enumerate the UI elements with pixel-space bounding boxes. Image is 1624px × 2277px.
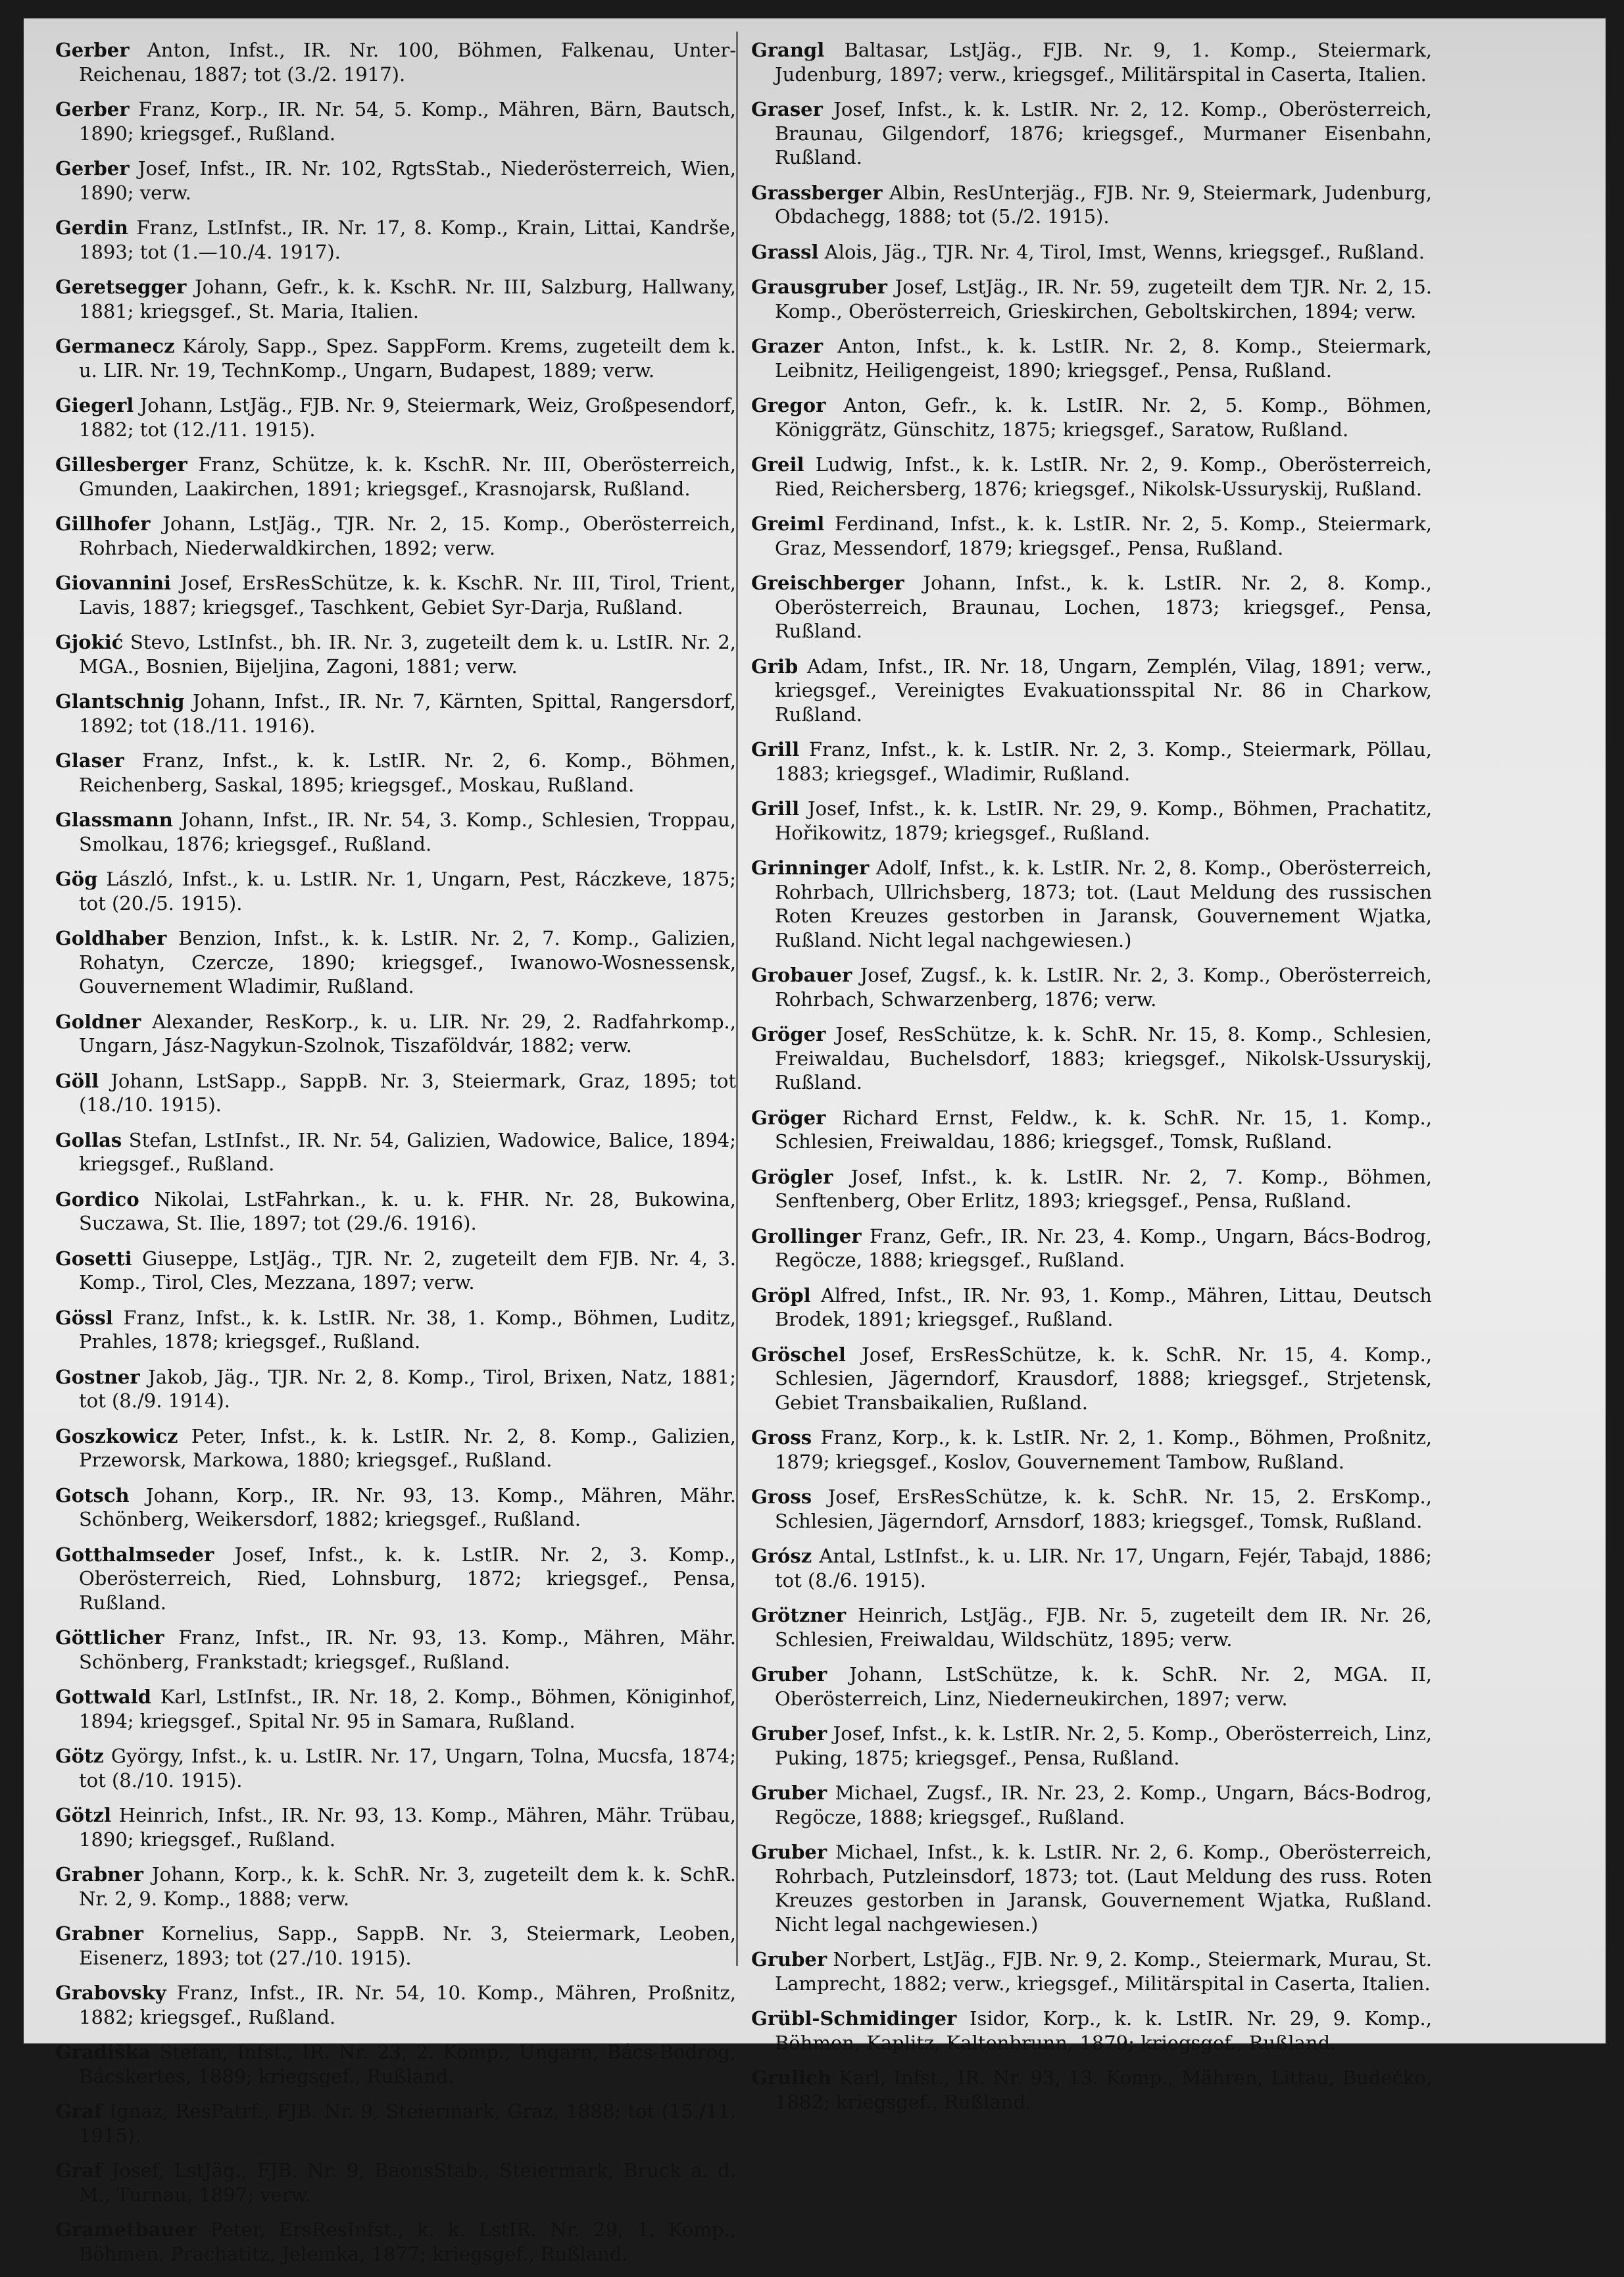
entry-surname: Gerber bbox=[55, 98, 130, 120]
entry-surname: Graser bbox=[751, 98, 823, 120]
entry-details: György, Infst., k. u. LstIR. Nr. 17, Ungarn, Tolna, Mucsfa, 1874; tot (8./10. 1915). bbox=[79, 1745, 736, 1791]
entry-surname: Geretsegger bbox=[55, 276, 187, 298]
entry-details: Josef, Infst., k. k. LstIR. Nr. 2, 3. Komp., Oberösterreich, Ried, Lohnsburg, 1872; kriegsgef., Pensa, Rußland. bbox=[79, 1543, 736, 1614]
entry-details: Benzion, Infst., k. k. LstIR. Nr. 2, 7. Komp., Galizien, Rohatyn, Czercze, 1890; kriegsgef., Iwanowo-Wosnessensk, Gouvernement Wladimir, Rußland. bbox=[79, 927, 736, 997]
entry-details: Johann, Infst., IR. Nr. 7, Kärnten, Spittal, Rangersdorf, 1892; tot (18./11. 1916). bbox=[79, 690, 736, 737]
entry-details: Josef, Infst., IR. Nr. 102, RgtsStab., Niederösterreich, Wien, 1890; verw. bbox=[79, 157, 736, 204]
entry-surname: Glantschnig bbox=[55, 690, 185, 713]
list-entry bbox=[751, 1224, 1432, 1272]
list-entry bbox=[751, 1343, 1432, 1415]
entry-surname: Germanecz bbox=[55, 335, 175, 357]
entry-surname: Gössl bbox=[55, 1306, 113, 1329]
list-entry bbox=[751, 655, 1432, 727]
list-entry bbox=[751, 797, 1432, 845]
list-entry bbox=[55, 1543, 736, 1615]
entry-details: Peter, ErsResInfst., k. k. LstIR. Nr. 29, 1. Komp., Böhmen, Prachatitz, Jelemka, 1877; kriegsgef., Rußland. bbox=[79, 2218, 736, 2265]
list-entry bbox=[751, 1840, 1432, 1936]
entry-details: Norbert, LstJäg., FJB. Nr. 9, 2. Komp., Steiermark, Murau, St. Lamprecht, 1882; verw., kriegsgef., Militärspital in Caserta, Italien. bbox=[775, 1948, 1432, 1995]
entry-surname: Gross bbox=[751, 1486, 812, 1508]
list-entry bbox=[55, 216, 736, 264]
list-entry bbox=[55, 808, 736, 856]
entry-details: Johann, Infst., k. k. LstIR. Nr. 2, 8. Komp., Oberösterreich, Braunau, Lochen, 1873; kriegsgef., Pensa, Rußland. bbox=[775, 572, 1432, 642]
entry-details: Franz, Korp., k. k. LstIR. Nr. 2, 1. Komp., Böhmen, Proßnitz, 1879; kriegsgef., Koslov, Gouvernement Tambow, Rußland. bbox=[775, 1426, 1432, 1473]
entry-surname: Giovannini bbox=[55, 572, 172, 594]
entry-details: Franz, Korp., IR. Nr. 54, 5. Komp., Mähren, Bärn, Bautsch, 1890; kriegsgef., Rußland. bbox=[79, 98, 736, 145]
entry-surname: Gross bbox=[751, 1426, 812, 1449]
entry-surname: Greil bbox=[751, 453, 804, 476]
entry-surname: Götzl bbox=[55, 1804, 111, 1826]
list-entry bbox=[751, 738, 1432, 786]
entry-surname: Gruber bbox=[751, 1722, 827, 1745]
entry-details: Albin, ResUnterjäg., FJB. Nr. 9, Steiermark, Judenburg, Obdachegg, 1888; tot (5./2. 1915). bbox=[775, 181, 1432, 228]
entry-surname: Grulich bbox=[751, 2066, 831, 2089]
list-entry bbox=[55, 2218, 736, 2266]
entry-details: Anton, Infst., IR. Nr. 100, Böhmen, Falkenau, Unter-Reichenau, 1887; tot (3./2. 1917). bbox=[79, 39, 736, 86]
list-entry bbox=[751, 571, 1432, 643]
entry-details: Josef, LstJäg., FJB. Nr. 9, BaonsStab., Steiermark, Bruck a. d. M., Turnau, 1897; verw. bbox=[79, 2159, 736, 2206]
entry-surname: Gollas bbox=[55, 1128, 122, 1151]
entry-surname: Goszkowicz bbox=[55, 1424, 178, 1447]
entry-details: Franz, Infst., IR. Nr. 93, 13. Komp., Mähren, Mähr. Schönberg, Frankstadt; kriegsgef., Rußland. bbox=[79, 1626, 736, 1673]
entry-details: Franz, Infst., IR. Nr. 54, 10. Komp., Mähren, Proßnitz, 1882; kriegsgef., Rußland. bbox=[79, 1982, 736, 2028]
list-entry bbox=[55, 2040, 736, 2088]
list-entry bbox=[751, 512, 1432, 560]
entry-details: Josef, ErsResSchütze, k. k. SchR. Nr. 15, 2. ErsKomp., Schlesien, Jägerndorf, Arnsdorf, 1883; kriegsgef., Tomsk, Rußland. bbox=[775, 1486, 1432, 1532]
list-entry bbox=[55, 1922, 736, 1970]
list-entry bbox=[751, 1022, 1432, 1095]
list-entry bbox=[751, 275, 1432, 323]
entry-surname: Gosetti bbox=[55, 1247, 132, 1270]
list-entry bbox=[751, 1165, 1432, 1213]
entry-details: Franz, Gefr., IR. Nr. 23, 4. Komp., Ungarn, Bács-Bodrog, Regöcze, 1888; kriegsgef., Rußland. bbox=[775, 1224, 1432, 1271]
entry-surname: Göttlicher bbox=[55, 1626, 164, 1649]
list-entry bbox=[55, 157, 736, 205]
list-entry bbox=[55, 1188, 736, 1236]
entry-surname: Gottwald bbox=[55, 1686, 151, 1708]
list-entry bbox=[55, 1069, 736, 1117]
entry-surname: Grassl bbox=[751, 240, 819, 263]
entry-details: Josef, Infst., k. k. LstIR. Nr. 2, 5. Komp., Oberösterreich, Linz, Puking, 1875; kriegsgef., Pensa, Rußland. bbox=[775, 1722, 1432, 1769]
entry-surname: Gruber bbox=[751, 1663, 827, 1686]
list-entry bbox=[751, 393, 1432, 441]
entry-details: Karl, Infst., IR. Nr. 93, 13. Komp., Mähren, Littau, Budečko, 1882; kriegsgef., Rußland. bbox=[775, 2066, 1432, 2113]
list-entry bbox=[55, 97, 736, 145]
entry-surname: Greiml bbox=[751, 513, 825, 535]
entry-details: Károly, Sapp., Spez. SappForm. Krems, zugeteilt dem k. u. LIR. Nr. 19, TechnKomp., Ungarn, Budapest, 1889; verw. bbox=[79, 335, 736, 382]
list-entry bbox=[751, 334, 1432, 382]
entry-details: Josef, Infst., k. k. LstIR. Nr. 2, 7. Komp., Böhmen, Senftenberg, Ober Erlitz, 1893; kriegsgef., Pensa, Rußland. bbox=[775, 1165, 1432, 1212]
entry-details: Franz, Schütze, k. k. KschR. Nr. III, Oberösterreich, Gmunden, Laakirchen, 1891; kriegsgef., Krasnojarsk, Rußland. bbox=[79, 453, 736, 500]
entry-surname: Graf bbox=[55, 2159, 103, 2182]
entry-surname: Gotthalmseder bbox=[55, 1543, 214, 1566]
entry-details: Ludwig, Infst., k. k. LstIR. Nr. 2, 9. Komp., Oberösterreich, Ried, Reichersberg, 1876; kriegsgef., Nikolsk-Ussuryskij, Rußland. bbox=[775, 453, 1432, 500]
entry-details: Johann, LstJäg., TJR. Nr. 2, 15. Komp., Oberösterreich, Rohrbach, Niederwaldkirchen, 1892; verw. bbox=[79, 513, 736, 559]
entry-details: Richard Ernst, Feldw., k. k. SchR. Nr. 15, 1. Komp., Schlesien, Freiwaldau, 1886; kriegsgef., Tomsk, Rußland. bbox=[775, 1106, 1432, 1153]
list-entry bbox=[55, 1863, 736, 1911]
entry-surname: Gerber bbox=[55, 39, 130, 61]
list-entry bbox=[55, 1626, 736, 1674]
entry-surname: Grinninger bbox=[751, 857, 870, 879]
entry-surname: Glaser bbox=[55, 749, 124, 772]
entry-details: Johann, Gefr., k. k. KschR. Nr. III, Salzburg, Hallwany, 1881; kriegsgef., St. Maria, Italien. bbox=[79, 276, 736, 322]
entry-surname: Gostner bbox=[55, 1365, 140, 1388]
entry-surname: Greischberger bbox=[751, 572, 904, 594]
entry-details: Heinrich, Infst., IR. Nr. 93, 13. Komp., Mähren, Mähr. Trübau, 1890; kriegsgef., Rußland. bbox=[79, 1804, 736, 1851]
left-column bbox=[55, 38, 736, 2277]
entry-surname: Gradiška bbox=[55, 2041, 151, 2063]
list-entry bbox=[55, 1365, 736, 1413]
list-entry bbox=[751, 1603, 1432, 1651]
entry-surname: Glassmann bbox=[55, 809, 173, 831]
entry-surname: Gröschel bbox=[751, 1343, 846, 1366]
entry-details: Jakob, Jäg., TJR. Nr. 2, 8. Komp., Tirol, Brixen, Natz, 1881; tot (8./9. 1914). bbox=[79, 1365, 736, 1412]
entry-surname: Grübl-Schmidinger bbox=[751, 2007, 957, 2030]
entry-surname: Giegerl bbox=[55, 394, 134, 416]
entry-details: Karl, LstInfst., IR. Nr. 18, 2. Komp., Böhmen, Königinhof, 1894; kriegsgef., Spital Nr. 95 in Samara, Rußland. bbox=[79, 1686, 736, 1732]
entry-details: Alois, Jäg., TJR. Nr. 4, Tirol, Imst, Wenns, kriegsgef., Rußland. bbox=[818, 240, 1425, 263]
entry-details: Josef, Infst., k. k. LstIR. Nr. 29, 9. Komp., Böhmen, Prachatitz, Hořikowitz, 1879; kriegsgef., Rußland. bbox=[775, 797, 1432, 844]
list-entry bbox=[55, 571, 736, 619]
list-entry bbox=[55, 1247, 736, 1295]
entry-details: Peter, Infst., k. k. LstIR. Nr. 2, 8. Komp., Galizien, Przeworsk, Markowa, 1880; kriegsgef., Rußland. bbox=[79, 1424, 736, 1471]
entry-details: Isidor, Korp., k. k. LstIR. Nr. 29, 9. Komp., Böhmen, Kaplitz, Kaltenbrunn, 1879; kriegsgef., Rußland. bbox=[775, 2007, 1432, 2054]
entry-details: Josef, Infst., k. k. LstIR. Nr. 2, 12. Komp., Oberösterreich, Braunau, Gilgendorf, 1876; kriegsgef., Murmaner Eisenbahn, Rußland. bbox=[775, 98, 1432, 168]
list-entry bbox=[751, 1426, 1432, 1474]
list-entry bbox=[55, 1803, 736, 1851]
entry-surname: Gröger bbox=[751, 1023, 826, 1045]
entry-surname: Götz bbox=[55, 1745, 104, 1767]
entry-surname: Gjokić bbox=[55, 631, 124, 653]
entry-details: Johann, Korp., IR. Nr. 93, 13. Komp., Mähren, Mähr. Schönberg, Weikersdorf, 1882; kriegsgef., Rußland. bbox=[79, 1484, 736, 1530]
entry-surname: Gög bbox=[55, 868, 98, 890]
entry-surname: Göll bbox=[55, 1069, 99, 1092]
entry-details: Stefan, Infst., IR. Nr. 23, 2. Komp., Ungarn, Bács-Bodrog, Bácskertes, 1889; kriegsgef., Rußland. bbox=[79, 2041, 736, 2088]
entry-surname: Gregor bbox=[751, 394, 826, 416]
entry-surname: Gerdin bbox=[55, 216, 128, 239]
list-entry bbox=[751, 1722, 1432, 1770]
list-entry bbox=[55, 1685, 736, 1733]
list-entry bbox=[55, 512, 736, 560]
list-entry bbox=[751, 1947, 1432, 1995]
list-entry bbox=[55, 275, 736, 323]
list-entry bbox=[751, 2066, 1432, 2114]
list-entry bbox=[55, 393, 736, 441]
entry-details: Stefan, LstInfst., IR. Nr. 54, Galizien, Wadowice, Balice, 1894; kriegsgef., Rußland. bbox=[79, 1128, 736, 1175]
entry-details: Antal, LstInfst., k. u. LIR. Nr. 17, Ungarn, Fejér, Tabajd, 1886; tot (8./6. 1915). bbox=[775, 1545, 1432, 1591]
column-divider bbox=[736, 32, 738, 1966]
list-entry bbox=[751, 38, 1432, 86]
entry-surname: Goldner bbox=[55, 1010, 141, 1033]
list-entry bbox=[55, 1981, 736, 2029]
list-entry bbox=[751, 963, 1432, 1011]
entry-details: Johann, Infst., IR. Nr. 54, 3. Komp., Schlesien, Troppau, Smolkau, 1876; kriegsgef., Rußland. bbox=[79, 809, 736, 855]
list-entry bbox=[751, 1485, 1432, 1533]
list-entry bbox=[55, 2099, 736, 2147]
list-entry bbox=[55, 334, 736, 382]
entry-surname: Graf bbox=[55, 2100, 103, 2122]
list-entry bbox=[55, 38, 736, 86]
entry-surname: Grill bbox=[751, 738, 800, 761]
entry-details: Adam, Infst., IR. Nr. 18, Ungarn, Zemplén, Vilag, 1891; verw., kriegsgef., Vereinigtes Evakuationsspital Nr. 86 in Charkow, Rußland. bbox=[775, 655, 1432, 726]
entry-surname: Grollinger bbox=[751, 1224, 862, 1247]
entry-surname: Grametbauer bbox=[55, 2218, 197, 2241]
entry-surname: Grabner bbox=[55, 1922, 143, 1945]
entry-details: Heinrich, LstJäg., FJB. Nr. 5, zugeteilt dem IR. Nr. 26, Schlesien, Freiwaldau, Wildschütz, 1895; verw. bbox=[775, 1604, 1432, 1651]
list-entry bbox=[55, 1128, 736, 1176]
entry-surname: Gerber bbox=[55, 157, 130, 180]
entry-surname: Grangl bbox=[751, 39, 825, 61]
entry-surname: Goldhaber bbox=[55, 927, 167, 949]
entry-details: Kornelius, Sapp., SappB. Nr. 3, Steiermark, Leoben, Eisenerz, 1893; tot (27./10. 1915). bbox=[79, 1922, 736, 1969]
right-column bbox=[751, 38, 1432, 2125]
entry-surname: Grausgruber bbox=[751, 276, 887, 298]
list-entry bbox=[55, 453, 736, 501]
list-entry bbox=[751, 1663, 1432, 1711]
list-entry bbox=[55, 2159, 736, 2207]
list-entry bbox=[55, 926, 736, 999]
entry-surname: Gotsch bbox=[55, 1484, 130, 1507]
list-entry bbox=[55, 1010, 736, 1058]
entry-details: Alexander, ResKorp., k. u. LIR. Nr. 29, 2. Radfahrkomp., Ungarn, Jász-Nagykun-Szolnok, Tiszaföldvár, 1882; verw. bbox=[79, 1010, 736, 1057]
entry-surname: Grobauer bbox=[751, 964, 852, 986]
entry-details: Franz, Infst., k. k. LstIR. Nr. 2, 6. Komp., Böhmen, Reichenberg, Saskal, 1895; kriegsgef., Moskau, Rußland. bbox=[79, 749, 736, 796]
entry-details: Michael, Infst., k. k. LstIR. Nr. 2, 6. Komp., Oberösterreich, Rohrbach, Putzleinsdorf, 1873; tot. (Laut Meldung des russ. Roten Kreuzes gestorben in Jaransk, Gouvernement Wjatka, Rußland. Nicht legal nachgewiesen.) bbox=[775, 1841, 1432, 1936]
entry-details: Johann, LstJäg., FJB. Nr. 9, Steiermark, Weiz, Großpesendorf, 1882; tot (12./11. 1915). bbox=[79, 394, 736, 441]
entry-surname: Grassberger bbox=[751, 181, 883, 204]
list-entry bbox=[751, 453, 1432, 501]
entry-surname: Grazer bbox=[751, 335, 824, 357]
list-entry bbox=[751, 181, 1432, 229]
entry-details: Josef, LstJäg., IR. Nr. 59, zugeteilt dem TJR. Nr. 2, 15. Komp., Oberösterreich, Grieskirchen, Geboltskirchen, 1894; verw. bbox=[775, 276, 1432, 322]
list-entry bbox=[751, 1781, 1432, 1829]
entry-surname: Grögler bbox=[751, 1165, 833, 1188]
entry-details: Franz, LstInfst., IR. Nr. 17, 8. Komp., Krain, Littai, Kandrše, 1893; tot (1.—10./4. 1917). bbox=[79, 216, 736, 263]
entry-surname: Grósz bbox=[751, 1545, 812, 1567]
entry-details: Adolf, Infst., k. k. LstIR. Nr. 2, 8. Komp., Oberösterreich, Rohrbach, Ullrichsberg, 1873; tot. (Laut Meldung des russischen Roten Kreuzes gestorben in Jaransk, Gouvernement Wjatka, Rußland. Nicht legal nachgewiesen.) bbox=[775, 857, 1432, 951]
entry-surname: Gröpl bbox=[751, 1284, 811, 1307]
entry-details: Josef, ResSchütze, k. k. SchR. Nr. 15, 8. Komp., Schlesien, Freiwaldau, Buchelsdorf, 1883; kriegsgef., Nikolsk-Ussuryskij, Rußland. bbox=[775, 1023, 1432, 1093]
entry-surname: Grötzner bbox=[751, 1604, 847, 1626]
list-entry bbox=[751, 240, 1432, 264]
entry-surname: Gruber bbox=[751, 1948, 827, 1970]
list-entry bbox=[751, 1284, 1432, 1332]
entry-details: Anton, Infst., k. k. LstIR. Nr. 2, 8. Komp., Steiermark, Leibnitz, Heiligengeist, 1890; kriegsgef., Pensa, Rußland. bbox=[775, 335, 1432, 382]
list-entry bbox=[55, 749, 736, 797]
entry-details: Anton, Gefr., k. k. LstIR. Nr. 2, 5. Komp., Böhmen, Königgrätz, Günschitz, 1875; kriegsgef., Saratow, Rußland. bbox=[775, 394, 1432, 441]
entry-details: Franz, Infst., k. k. LstIR. Nr. 38, 1. Komp., Böhmen, Luditz, Prahles, 1878; kriegsgef., Rußland. bbox=[79, 1306, 736, 1353]
entry-details: Giuseppe, LstJäg., TJR. Nr. 2, zugeteilt dem FJB. Nr. 4, 3. Komp., Tirol, Cles, Mezzana, 1897; verw. bbox=[79, 1247, 736, 1293]
entry-details: Johann, LstSapp., SappB. Nr. 3, Steiermark, Graz, 1895; tot (18./10. 1915). bbox=[79, 1069, 736, 1116]
entry-surname: Gröger bbox=[751, 1106, 826, 1129]
entry-surname: Grabovsky bbox=[55, 1982, 166, 2004]
entry-details: Josef, ErsResSchütze, k. k. KschR. Nr. III, Tirol, Trient, Lavis, 1887; kriegsgef., Taschkent, Gebiet Syr-Darja, Rußland. bbox=[79, 572, 736, 618]
list-entry bbox=[751, 1106, 1432, 1154]
list-entry bbox=[751, 856, 1432, 952]
list-entry bbox=[55, 1306, 736, 1354]
document-page bbox=[24, 18, 1606, 2265]
list-entry bbox=[55, 1484, 736, 1532]
list-entry bbox=[55, 1424, 736, 1472]
entry-surname: Gordico bbox=[55, 1188, 139, 1211]
entry-details: Baltasar, LstJäg., FJB. Nr. 9, 1. Komp., Steiermark, Judenburg, 1897; verw., kriegsgef., Militärspital in Caserta, Italien. bbox=[775, 39, 1432, 86]
entry-details: Stevo, LstInfst., bh. IR. Nr. 3, zugeteilt dem k. u. LstIR. Nr. 2, MGA., Bosnien, Bijeljina, Zagoni, 1881; verw. bbox=[79, 631, 736, 678]
entry-details: Franz, Infst., k. k. LstIR. Nr. 2, 3. Komp., Steiermark, Pöllau, 1883; kriegsgef., Wladimir, Rußland. bbox=[775, 738, 1432, 785]
entry-surname: Gillhofer bbox=[55, 513, 151, 535]
entry-details: Johann, LstSchütze, k. k. SchR. Nr. 2, MGA. II, Oberösterreich, Linz, Niederneukirchen, 1897; verw. bbox=[775, 1663, 1432, 1710]
entry-details: Ignaz, ResPatrf., FJB. Nr. 9, Steiermark, Graz, 1888; tot (15./11. 1915). bbox=[79, 2100, 736, 2147]
entry-surname: Gillesberger bbox=[55, 453, 187, 476]
list-entry bbox=[55, 630, 736, 678]
entry-details: Josef, ErsResSchütze, k. k. SchR. Nr. 15, 4. Komp., Schlesien, Jägerndorf, Krausdorf, 1888; kriegsgef., Strjetensk, Gebiet Transbaikalien, Rußland. bbox=[775, 1343, 1432, 1414]
entry-surname: Grill bbox=[751, 797, 800, 820]
entry-details: Nikolai, LstFahrkan., k. u. k. FHR. Nr. 28, Bukowina, Suczawa, St. Ilie, 1897; tot (29./6. 1916). bbox=[79, 1188, 736, 1234]
entry-surname: Grabner bbox=[55, 1863, 143, 1886]
entry-surname: Gruber bbox=[751, 1782, 827, 1804]
list-entry bbox=[55, 689, 736, 738]
entry-details: Alfred, Infst., IR. Nr. 93, 1. Komp., Mähren, Littau, Deutsch Brodek, 1891; kriegsgef., Rußland. bbox=[775, 1284, 1432, 1330]
entry-surname: Grib bbox=[751, 655, 799, 678]
entry-details: Ferdinand, Infst., k. k. LstIR. Nr. 2, 5. Komp., Steiermark, Graz, Messendorf, 1879; kriegsgef., Pensa, Rußland. bbox=[775, 513, 1432, 559]
list-entry bbox=[751, 2007, 1432, 2055]
entry-details: Josef, Zugsf., k. k. LstIR. Nr. 2, 3. Komp., Oberösterreich, Rohrbach, Schwarzenberg, 1876; verw. bbox=[775, 964, 1432, 1011]
list-entry bbox=[55, 867, 736, 915]
list-entry bbox=[751, 97, 1432, 170]
entry-surname: Gruber bbox=[751, 1841, 827, 1863]
entry-details: Michael, Zugsf., IR. Nr. 23, 2. Komp., Ungarn, Bács-Bodrog, Regöcze, 1888; kriegsgef., Rußland. bbox=[775, 1782, 1432, 1828]
list-entry bbox=[751, 1544, 1432, 1592]
entry-details: László, Infst., k. u. LstIR. Nr. 1, Ungarn, Pest, Ráczkeve, 1875; tot (20./5. 1915). bbox=[79, 868, 736, 914]
entry-details: Johann, Korp., k. k. SchR. Nr. 3, zugeteilt dem k. k. SchR. Nr. 2, 9. Komp., 1888; verw. bbox=[79, 1863, 736, 1910]
list-entry bbox=[55, 1744, 736, 1792]
